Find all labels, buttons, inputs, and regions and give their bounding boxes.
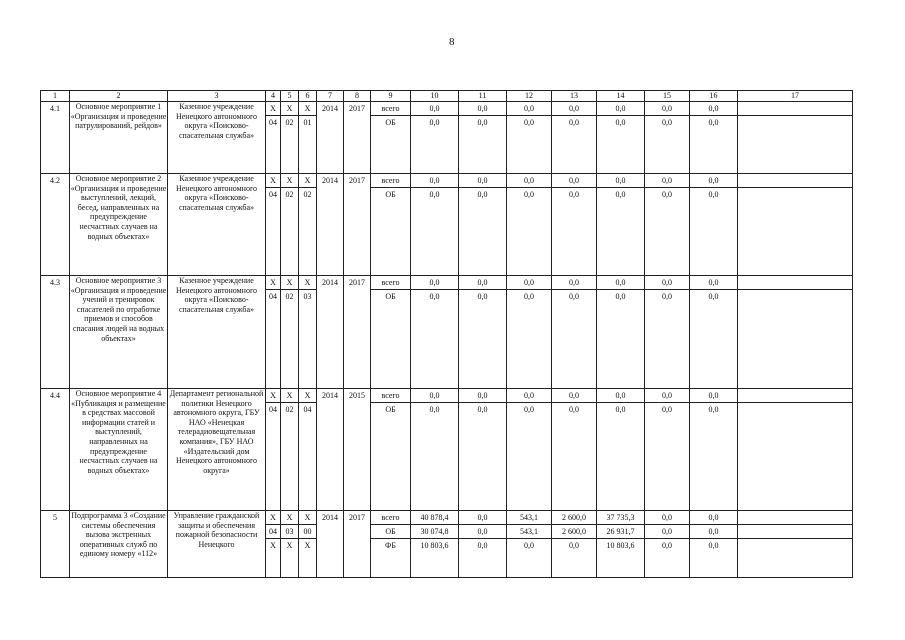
value-cell: 0,0 — [411, 276, 459, 290]
value-cell: 0,0 — [690, 403, 738, 511]
end-year: 2015 — [344, 389, 371, 511]
header-cell: 5 — [281, 91, 299, 102]
value-cell: 0,0 — [597, 116, 645, 174]
value-cell: 0,0 — [597, 102, 645, 116]
value-cell: 0,0 — [459, 525, 507, 539]
start-year: 2014 — [317, 102, 344, 174]
item-description: Подпрограмма 3 «Создание системы обеспечения вызова экстренных оперативных служб по единому номеру «112» — [70, 511, 168, 578]
note-cell — [738, 290, 853, 389]
note-cell — [738, 174, 853, 188]
value-cell: 0,0 — [645, 389, 690, 403]
value-cell: 0,0 — [552, 116, 597, 174]
code-cell: 02 — [299, 188, 317, 276]
item-number: 4.4 — [41, 389, 70, 511]
header-cell: 17 — [738, 91, 853, 102]
value-cell: 10 803,6 — [597, 539, 645, 578]
value-cell: 0,0 — [507, 276, 552, 290]
value-cell: 0,0 — [552, 276, 597, 290]
funding-source: ОБ — [371, 290, 411, 389]
start-year: 2014 — [317, 276, 344, 389]
code-cell: 04 — [266, 403, 281, 511]
code-cell: Х — [281, 511, 299, 525]
header-cell: 11 — [459, 91, 507, 102]
table-row — [41, 102, 853, 116]
value-cell: 0,0 — [690, 389, 738, 403]
value-cell: 0,0 — [552, 174, 597, 188]
value-cell: 10 803,6 — [411, 539, 459, 578]
header-cell: 6 — [299, 91, 317, 102]
code-cell: Х — [299, 174, 317, 188]
code-cell: Х — [281, 174, 299, 188]
code-cell: Х — [299, 389, 317, 403]
code-cell: 02 — [281, 116, 299, 174]
value-cell: 0,0 — [459, 389, 507, 403]
value-cell: 0,0 — [507, 403, 552, 511]
value-cell: 0,0 — [411, 102, 459, 116]
start-year: 2014 — [317, 389, 344, 511]
value-cell: 0,0 — [507, 188, 552, 276]
value-cell: 0,0 — [645, 539, 690, 578]
value-cell: 0,0 — [690, 174, 738, 188]
header-cell: 2 — [70, 91, 168, 102]
value-cell: 0,0 — [507, 116, 552, 174]
value-cell: 0,0 — [645, 188, 690, 276]
note-cell — [738, 525, 853, 539]
item-executor: Казенное учреждение Ненецкого автономного округа «Поисково-спасательная служба» — [168, 102, 266, 174]
item-description: Основное мероприятие 3 «Организация и проведение учений и тренировок спасателей по отработке приемов и способов спасания людей на водных объектах» — [70, 276, 168, 389]
code-cell: 03 — [299, 290, 317, 389]
note-cell — [738, 539, 853, 578]
note-cell — [738, 276, 853, 290]
budget-table — [40, 90, 853, 578]
code-cell: 00 — [299, 525, 317, 539]
value-cell: 0,0 — [459, 116, 507, 174]
funding-source: ФБ — [371, 539, 411, 578]
value-cell: 0,0 — [645, 525, 690, 539]
code-cell: Х — [266, 276, 281, 290]
value-cell: 543,1 — [507, 511, 552, 525]
code-cell: 04 — [266, 525, 281, 539]
code-cell: Х — [266, 511, 281, 525]
end-year: 2017 — [344, 174, 371, 276]
funding-source: всего — [371, 389, 411, 403]
value-cell: 0,0 — [507, 290, 552, 389]
header-cell: 16 — [690, 91, 738, 102]
value-cell: 0,0 — [411, 116, 459, 174]
code-cell: Х — [299, 102, 317, 116]
start-year: 2014 — [317, 174, 344, 276]
header-cell: 1 — [41, 91, 70, 102]
value-cell: 0,0 — [459, 539, 507, 578]
header-cell: 10 — [411, 91, 459, 102]
code-cell: Х — [281, 102, 299, 116]
code-cell: 04 — [266, 290, 281, 389]
end-year: 2017 — [344, 511, 371, 578]
item-number: 5 — [41, 511, 70, 578]
value-cell: 0,0 — [552, 188, 597, 276]
end-year: 2017 — [344, 276, 371, 389]
value-cell: 0,0 — [552, 290, 597, 389]
funding-source: всего — [371, 174, 411, 188]
value-cell: 0,0 — [552, 539, 597, 578]
value-cell: 0,0 — [645, 276, 690, 290]
code-cell: Х — [281, 276, 299, 290]
value-cell: 26 931,7 — [597, 525, 645, 539]
note-cell — [738, 102, 853, 116]
header-cell: 8 — [344, 91, 371, 102]
end-year: 2017 — [344, 102, 371, 174]
header-cell: 9 — [371, 91, 411, 102]
funding-source: всего — [371, 276, 411, 290]
value-cell: 2 600,0 — [552, 511, 597, 525]
item-description: Основное мероприятие 4 «Публикация и размещение в средствах массовой информации статей и выступлений, направленных на предупреждение несчастных случаев на водных объектах» — [70, 389, 168, 511]
value-cell: 30 074,8 — [411, 525, 459, 539]
value-cell: 0,0 — [507, 102, 552, 116]
value-cell: 0,0 — [690, 188, 738, 276]
value-cell: 0,0 — [645, 290, 690, 389]
item-description: Основное мероприятие 2 «Организация и проведение выступлений, лекций, бесед, направленных на предупреждение несчастных случаев на водных объектах» — [70, 174, 168, 276]
value-cell: 0,0 — [597, 403, 645, 511]
value-cell: 0,0 — [459, 511, 507, 525]
value-cell: 0,0 — [507, 539, 552, 578]
value-cell: 0,0 — [690, 290, 738, 389]
value-cell: 0,0 — [597, 290, 645, 389]
code-cell: 01 — [299, 116, 317, 174]
funding-source: ОБ — [371, 188, 411, 276]
value-cell: 0,0 — [459, 102, 507, 116]
code-cell: Х — [266, 539, 281, 578]
item-number: 4.1 — [41, 102, 70, 174]
value-cell: 543,1 — [507, 525, 552, 539]
value-cell: 0,0 — [645, 116, 690, 174]
value-cell: 0,0 — [507, 389, 552, 403]
table-row — [41, 511, 853, 525]
code-cell: 02 — [281, 403, 299, 511]
value-cell: 0,0 — [645, 102, 690, 116]
value-cell: 0,0 — [459, 403, 507, 511]
value-cell: 0,0 — [459, 188, 507, 276]
code-cell: Х — [299, 539, 317, 578]
code-cell: 04 — [266, 188, 281, 276]
value-cell: 0,0 — [411, 290, 459, 389]
code-cell: 02 — [281, 290, 299, 389]
value-cell: 0,0 — [690, 525, 738, 539]
value-cell: 0,0 — [411, 188, 459, 276]
table-row — [41, 276, 853, 290]
value-cell: 0,0 — [645, 403, 690, 511]
value-cell: 0,0 — [645, 174, 690, 188]
table-row — [41, 174, 853, 188]
header-cell: 13 — [552, 91, 597, 102]
header-cell: 14 — [597, 91, 645, 102]
code-cell: 03 — [281, 525, 299, 539]
value-cell: 0,0 — [459, 276, 507, 290]
code-cell: Х — [281, 539, 299, 578]
note-cell — [738, 188, 853, 276]
page-number: 8 — [449, 36, 455, 48]
value-cell: 0,0 — [597, 174, 645, 188]
start-year: 2014 — [317, 511, 344, 578]
item-description: Основное мероприятие 1 «Организация и проведение патрулирований, рейдов» — [70, 102, 168, 174]
header-row — [41, 91, 853, 102]
item-executor: Казенное учреждение Ненецкого автономного округа «Поисково-спасательная служба» — [168, 276, 266, 389]
code-cell: 02 — [281, 188, 299, 276]
note-cell — [738, 116, 853, 174]
note-cell — [738, 403, 853, 511]
value-cell: 0,0 — [597, 389, 645, 403]
value-cell: 40 878,4 — [411, 511, 459, 525]
value-cell: 0,0 — [552, 102, 597, 116]
value-cell: 0,0 — [459, 174, 507, 188]
value-cell: 0,0 — [411, 403, 459, 511]
value-cell: 0,0 — [411, 174, 459, 188]
item-executor: Управление гражданской защиты и обеспечения пожарной безопасности Ненецкого — [168, 511, 266, 578]
value-cell: 0,0 — [552, 403, 597, 511]
value-cell: 0,0 — [459, 290, 507, 389]
funding-source: всего — [371, 511, 411, 525]
code-cell: 04 — [266, 116, 281, 174]
value-cell: 0,0 — [690, 116, 738, 174]
value-cell: 0,0 — [597, 188, 645, 276]
code-cell: 04 — [299, 403, 317, 511]
item-executor: Казенное учреждение Ненецкого автономного округа «Поисково-спасательная служба» — [168, 174, 266, 276]
funding-source: всего — [371, 102, 411, 116]
header-cell: 3 — [168, 91, 266, 102]
value-cell: 0,0 — [411, 389, 459, 403]
note-cell — [738, 511, 853, 525]
code-cell: Х — [266, 102, 281, 116]
funding-source: ОБ — [371, 525, 411, 539]
header-cell: 7 — [317, 91, 344, 102]
value-cell: 0,0 — [507, 174, 552, 188]
item-number: 4.3 — [41, 276, 70, 389]
value-cell: 0,0 — [690, 102, 738, 116]
item-executor: Департамент региональной политики Ненецкого автономного округа, ГБУ НАО «Ненецкая телерадиовещательная компания», ГБУ НАО «Издательский дом Ненецкого автономного округа» — [168, 389, 266, 511]
value-cell: 0,0 — [690, 539, 738, 578]
value-cell: 0,0 — [552, 389, 597, 403]
header-cell: 4 — [266, 91, 281, 102]
note-cell — [738, 389, 853, 403]
header-cell: 15 — [645, 91, 690, 102]
code-cell: Х — [266, 174, 281, 188]
value-cell: 0,0 — [597, 276, 645, 290]
value-cell: 37 735,3 — [597, 511, 645, 525]
funding-source: ОБ — [371, 403, 411, 511]
value-cell: 0,0 — [690, 511, 738, 525]
code-cell: Х — [299, 511, 317, 525]
table-row — [41, 389, 853, 403]
value-cell: 0,0 — [645, 511, 690, 525]
header-cell: 12 — [507, 91, 552, 102]
value-cell: 0,0 — [690, 276, 738, 290]
code-cell: Х — [281, 389, 299, 403]
funding-source: ОБ — [371, 116, 411, 174]
item-number: 4.2 — [41, 174, 70, 276]
code-cell: Х — [299, 276, 317, 290]
code-cell: Х — [266, 389, 281, 403]
value-cell: 2 600,0 — [552, 525, 597, 539]
